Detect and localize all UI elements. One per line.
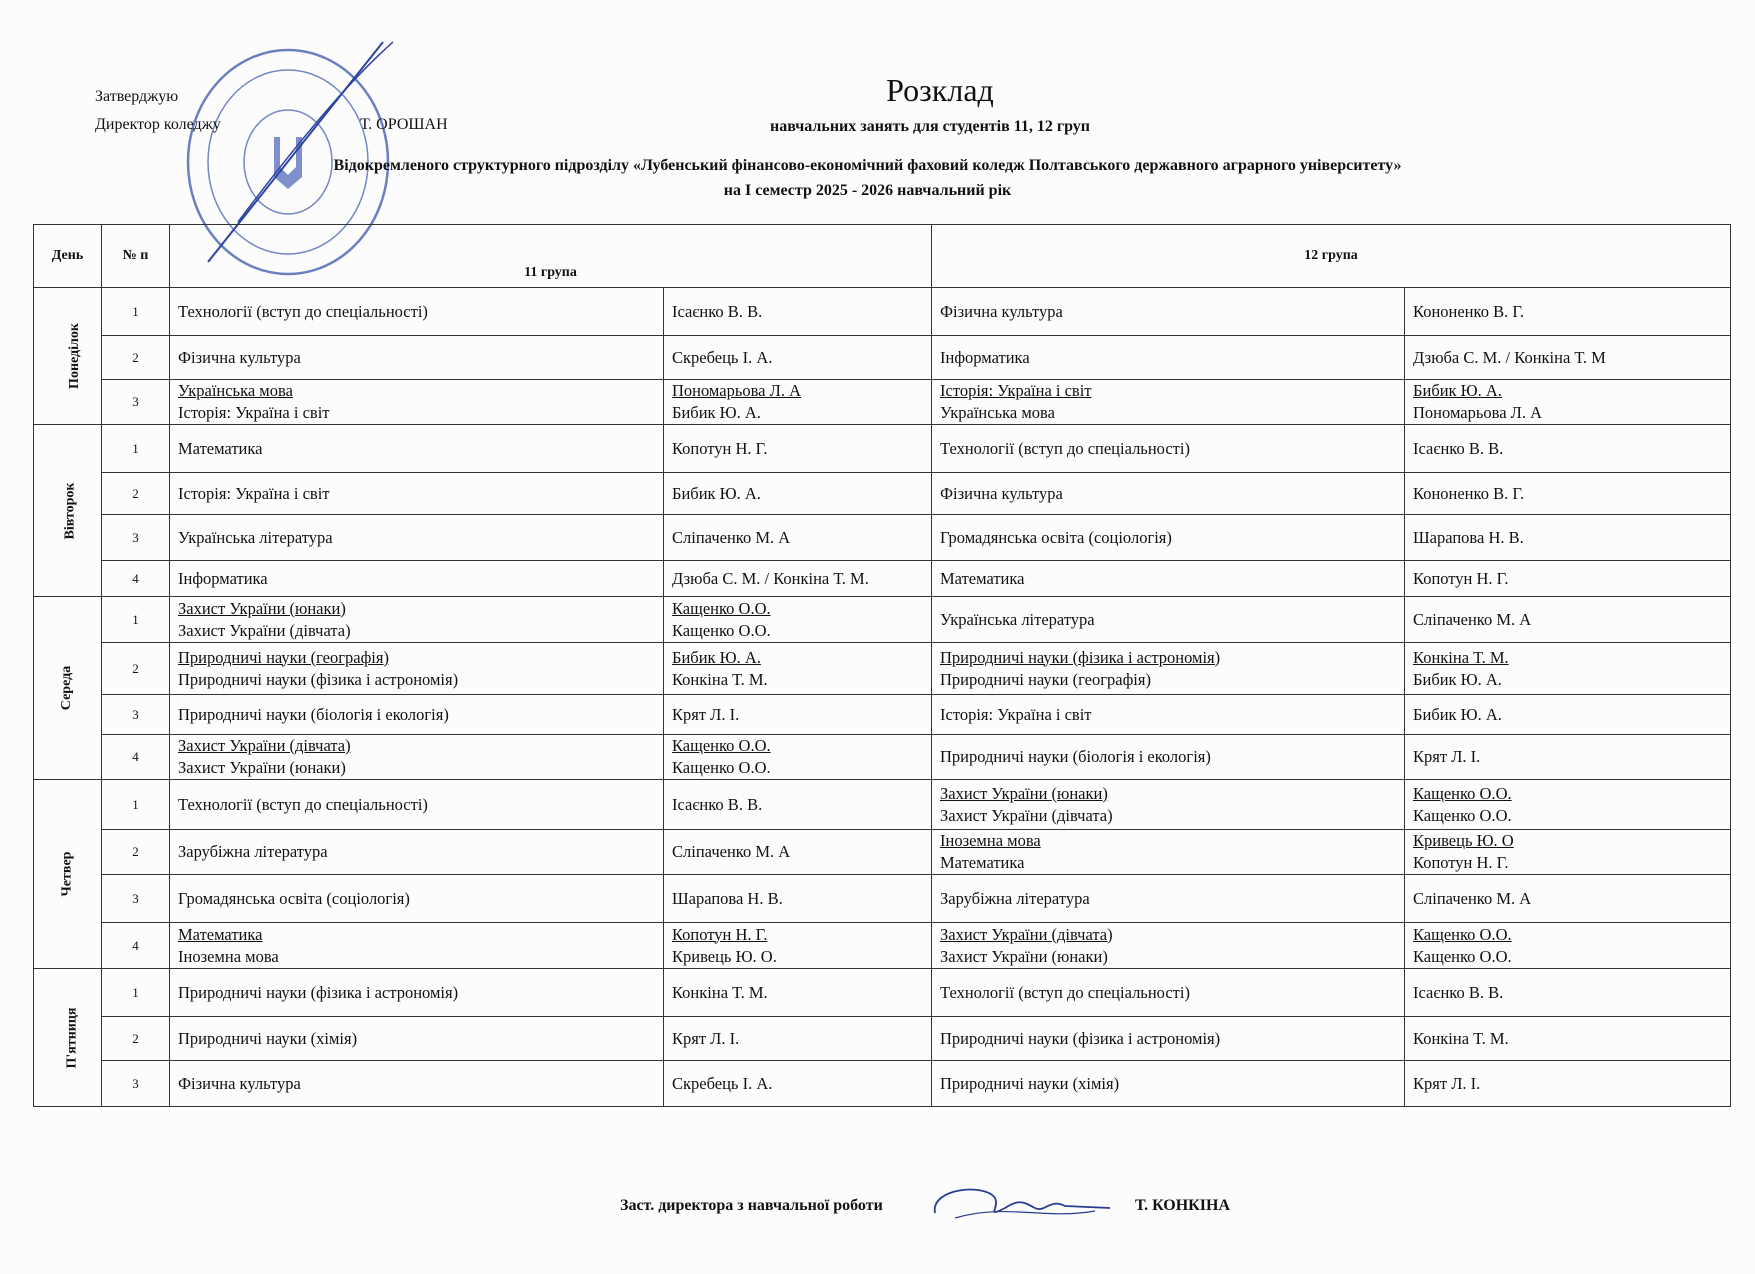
g12-teach-cell — [1405, 875, 1731, 923]
subject-name: Природничі науки (географія) — [940, 669, 1151, 689]
g12-subj-cell — [932, 643, 1405, 695]
col-day: День — [34, 225, 102, 288]
table-row — [34, 969, 1731, 1017]
teacher-name: Ісаєнко В. В. — [1413, 982, 1504, 1002]
subject-name: Природничі науки (хімія) — [178, 1028, 358, 1048]
subject-name: Захист України (юнаки) — [940, 946, 1108, 966]
header-row — [34, 225, 1731, 288]
subject-name: Захист України (дівчата) — [178, 620, 351, 640]
table-row — [34, 643, 1731, 695]
teacher-name: Пономарьова Л. А — [672, 381, 801, 400]
g11-teach-cell — [664, 1017, 932, 1061]
g12-subj-cell — [932, 695, 1405, 735]
g11-teach-cell — [664, 1061, 932, 1107]
day-cell — [34, 597, 102, 780]
g11-subj-cell — [170, 643, 664, 695]
teacher-name: Сліпаченко М. А — [1413, 888, 1532, 908]
teacher-name: Дзюба С. М. / Конкіна Т. М. — [672, 568, 869, 588]
subject-name: Математика — [940, 568, 1025, 588]
institution-name: Відокремленого структурного підрозділу «Лубенський фінансово-економічний фаховий коледж Полтавського державного аграрного університету» — [333, 157, 1402, 174]
g12-subj-cell — [932, 780, 1405, 830]
teacher-name: Шарапова Н. В. — [1413, 527, 1524, 547]
g12-subj-cell — [932, 830, 1405, 875]
g11-subj-cell — [170, 473, 664, 515]
lesson-number: 3 — [102, 380, 170, 425]
teacher-name: Кащенко О.О. — [1413, 924, 1512, 944]
table-row — [34, 597, 1731, 643]
lesson-number: 1 — [102, 425, 170, 473]
g11-teach-cell — [664, 643, 932, 695]
lesson-number: 2 — [102, 473, 170, 515]
subject-name: Іноземна мова — [940, 831, 1041, 850]
teacher-name: Сліпаченко М. А — [672, 842, 791, 861]
subject-name: Інформатика — [940, 347, 1030, 367]
g12-teach-cell — [1405, 780, 1731, 830]
g11-teach-cell — [664, 597, 932, 643]
g12-subj-cell — [932, 1061, 1405, 1107]
g11-subj-cell — [170, 780, 664, 830]
g11-teach-cell — [664, 780, 932, 830]
teacher-name: Конкіна Т. М. — [1413, 647, 1509, 667]
g12-subj-cell — [932, 1017, 1405, 1061]
g11-teach-cell — [664, 923, 932, 969]
g12-subj-cell — [932, 969, 1405, 1017]
g11-subj-cell — [170, 969, 664, 1017]
table-row — [34, 875, 1731, 923]
subject-name: Захист України (юнаки) — [178, 598, 346, 618]
teacher-name: Копотун Н. Г. — [672, 438, 768, 458]
subject-name: Українська мова — [940, 403, 1055, 422]
teacher-name: Бибик Ю. А. — [672, 403, 761, 422]
subject-name: Фізична культура — [940, 483, 1063, 503]
subject-name: Природничі науки (географія) — [178, 647, 389, 667]
g12-teach-cell — [1405, 380, 1731, 425]
subject-name: Природничі науки (хімія) — [940, 1073, 1120, 1093]
page-subtitle: навчальних занять для студентів 11, 12 груп — [769, 118, 1091, 135]
subject-name: Технології (вступ до спеціальності) — [940, 982, 1190, 1002]
g12-subj-cell — [932, 380, 1405, 425]
teacher-name: Бибик Ю. А. — [672, 483, 761, 503]
teacher-name: Кащенко О.О. — [672, 598, 771, 618]
lesson-number: 3 — [102, 515, 170, 561]
teacher-name: Кононенко В. Г. — [1413, 483, 1525, 503]
subject-name: Технології (вступ до спеціальності) — [178, 794, 428, 814]
subject-name: Технології (вступ до спеціальності) — [178, 301, 428, 321]
lesson-number: 4 — [102, 923, 170, 969]
g12-teach-cell — [1405, 425, 1731, 473]
subject-name: Зарубіжна література — [178, 842, 328, 861]
subject-name: Історія: Україна і світ — [178, 403, 330, 422]
teacher-name: Дзюба С. М. / Конкіна Т. М — [1413, 347, 1606, 367]
g12-teach-cell — [1405, 643, 1731, 695]
subject-name: Природничі науки (біологія і екологія) — [940, 747, 1211, 766]
g11-subj-cell — [170, 515, 664, 561]
teacher-name: Бибик Ю. А. — [1413, 669, 1502, 689]
table-row — [34, 830, 1731, 875]
day-name: Понеділок — [66, 323, 82, 389]
g12-subj-cell — [932, 336, 1405, 380]
teacher-name: Кащенко О.О. — [672, 736, 771, 755]
g12-teach-cell — [1405, 830, 1731, 875]
day-cell — [34, 969, 102, 1107]
teacher-name: Крят Л. І. — [1413, 1073, 1481, 1093]
day-name: Вівторок — [62, 482, 78, 539]
g12-subj-cell — [932, 735, 1405, 780]
subject-name: Фізична культура — [178, 1073, 301, 1093]
table-row — [34, 380, 1731, 425]
g11-subj-cell — [170, 875, 664, 923]
subject-name: Захист України (юнаки) — [940, 783, 1108, 803]
teacher-name: Кащенко О.О. — [1413, 946, 1512, 966]
teacher-name: Бибик Ю. А. — [1413, 381, 1502, 400]
g11-subj-cell — [170, 830, 664, 875]
lesson-number: 2 — [102, 336, 170, 380]
subject-name: Математика — [940, 853, 1025, 872]
lesson-number: 2 — [102, 830, 170, 875]
g11-teach-cell — [664, 695, 932, 735]
teacher-name: Сліпаченко М. А — [1413, 609, 1532, 629]
lesson-number: 1 — [102, 597, 170, 643]
lesson-number: 1 — [102, 288, 170, 336]
table-row — [34, 1061, 1731, 1107]
table-row — [34, 561, 1731, 597]
signer-role: Заст. директора з навчальної роботи — [620, 1197, 883, 1214]
subject-name: Захист України (юнаки) — [178, 758, 346, 777]
teacher-name: Скребець І. А. — [672, 1073, 773, 1093]
g11-teach-cell — [664, 830, 932, 875]
subject-name: Природничі науки (біологія і екологія) — [178, 704, 449, 724]
col-num: № п — [102, 225, 170, 288]
lesson-number: 4 — [102, 561, 170, 597]
g11-teach-cell — [664, 425, 932, 473]
subject-name: Українська мова — [178, 381, 293, 400]
lesson-number: 3 — [102, 695, 170, 735]
lesson-number: 2 — [102, 643, 170, 695]
g11-subj-cell — [170, 923, 664, 969]
table-row — [34, 288, 1731, 336]
subject-name: Природничі науки (фізика і астрономія) — [940, 1028, 1221, 1048]
g12-teach-cell — [1405, 1017, 1731, 1061]
teacher-name: Крят Л. І. — [1413, 747, 1481, 766]
g12-subj-cell — [932, 875, 1405, 923]
teacher-name: Крят Л. І. — [672, 1028, 740, 1048]
teacher-name: Копотун Н. Г. — [672, 924, 768, 944]
teacher-name: Крят Л. І. — [672, 704, 740, 724]
teacher-name: Скребець І. А. — [672, 347, 773, 367]
subject-name: Інформатика — [178, 568, 268, 588]
g11-subj-cell — [170, 1061, 664, 1107]
g11-teach-cell — [664, 735, 932, 780]
subject-name: Іноземна мова — [178, 946, 279, 966]
teacher-name: Кащенко О.О. — [1413, 805, 1512, 825]
semester-line: на І семестр 2025 - 2026 навчальний рік — [723, 182, 1012, 199]
table-row — [34, 923, 1731, 969]
g12-teach-cell — [1405, 695, 1731, 735]
table-row — [34, 425, 1731, 473]
subject-name: Математика — [178, 438, 263, 458]
day-cell — [34, 425, 102, 597]
table-row — [34, 336, 1731, 380]
teacher-name: Ісаєнко В. В. — [672, 301, 763, 321]
subject-name: Природничі науки (фізика і астрономія) — [178, 982, 459, 1002]
g12-teach-cell — [1405, 735, 1731, 780]
col-group-11: 11 група — [170, 225, 932, 288]
teacher-name: Бибик Ю. А. — [672, 647, 761, 667]
g11-teach-cell — [664, 336, 932, 380]
g12-teach-cell — [1405, 561, 1731, 597]
table-row — [34, 1017, 1731, 1061]
g11-subj-cell — [170, 1017, 664, 1061]
g12-teach-cell — [1405, 336, 1731, 380]
lesson-number: 2 — [102, 1017, 170, 1061]
day-name: Середа — [59, 665, 75, 711]
teacher-name: Пономарьова Л. А — [1413, 403, 1543, 422]
g11-teach-cell — [664, 561, 932, 597]
g11-subj-cell — [170, 336, 664, 380]
g11-subj-cell — [170, 380, 664, 425]
g11-teach-cell — [664, 473, 932, 515]
g12-teach-cell — [1405, 473, 1731, 515]
subject-name: Історія: Україна і світ — [178, 483, 330, 503]
table-row — [34, 473, 1731, 515]
g12-teach-cell — [1405, 597, 1731, 643]
g12-subj-cell — [932, 561, 1405, 597]
director-role: Директор коледжу — [95, 116, 221, 133]
teacher-name: Кащенко О.О. — [672, 758, 771, 777]
g12-subj-cell — [932, 288, 1405, 336]
g12-subj-cell — [932, 923, 1405, 969]
subject-name: Природничі науки (фізика і астрономія) — [178, 669, 459, 689]
g11-teach-cell — [664, 380, 932, 425]
signer-name: Т. КОНКІНА — [1135, 1197, 1230, 1214]
g12-subj-cell — [932, 425, 1405, 473]
g12-subj-cell — [932, 473, 1405, 515]
g11-subj-cell — [170, 425, 664, 473]
subject-name: Захист України (дівчата) — [178, 736, 351, 755]
day-cell — [34, 288, 102, 425]
teacher-name: Кривець Ю. О. — [672, 946, 777, 966]
subject-name: Фізична культура — [940, 301, 1063, 321]
subject-name: Українська література — [178, 527, 333, 547]
col-group-12: 12 група — [932, 225, 1731, 288]
schedule-table — [33, 224, 1731, 1107]
teacher-name: Бибик Ю. А. — [1413, 704, 1502, 724]
day-name: Четвер — [59, 851, 75, 897]
g11-subj-cell — [170, 597, 664, 643]
teacher-name: Конкіна Т. М. — [1413, 1028, 1509, 1048]
subject-name: Фізична культура — [178, 347, 301, 367]
subject-name: Історія: Україна і світ — [940, 704, 1092, 724]
g11-subj-cell — [170, 735, 664, 780]
subject-name: Захист України (дівчата) — [940, 805, 1113, 825]
g11-subj-cell — [170, 288, 664, 336]
subject-name: Історія: Україна і світ — [940, 381, 1092, 400]
table-row — [34, 515, 1731, 561]
teacher-name: Копотун Н. Г. — [1413, 568, 1509, 588]
teacher-name: Шарапова Н. В. — [672, 888, 783, 908]
g11-subj-cell — [170, 695, 664, 735]
table-row — [34, 695, 1731, 735]
g12-teach-cell — [1405, 969, 1731, 1017]
table-row — [34, 735, 1731, 780]
teacher-name: Конкіна Т. М. — [672, 982, 768, 1002]
lesson-number: 4 — [102, 735, 170, 780]
approve-label: Затверджую — [95, 88, 179, 105]
subject-name: Математика — [178, 924, 263, 944]
g11-teach-cell — [664, 288, 932, 336]
day-cell — [34, 780, 102, 969]
teacher-name: Кащенко О.О. — [1413, 783, 1512, 803]
subject-name: Українська література — [940, 609, 1095, 629]
signature-image — [925, 1178, 1115, 1228]
subject-name: Громадянська освіта (соціологія) — [940, 527, 1172, 547]
lesson-number: 1 — [102, 969, 170, 1017]
day-name: П'ятниця — [64, 1006, 80, 1069]
lesson-number: 3 — [102, 1061, 170, 1107]
g12-teach-cell — [1405, 288, 1731, 336]
g12-subj-cell — [932, 515, 1405, 561]
director-name: Т. ОРОШАН — [360, 116, 448, 133]
teacher-name: Кононенко В. Г. — [1413, 301, 1525, 321]
g11-teach-cell — [664, 969, 932, 1017]
teacher-name: Сліпаченко М. А — [672, 527, 791, 547]
subject-name: Захист України (дівчата) — [940, 924, 1113, 944]
subject-name: Громадянська освіта (соціологія) — [178, 888, 410, 908]
g11-teach-cell — [664, 515, 932, 561]
subject-name: Природничі науки (фізика і астрономія) — [940, 647, 1221, 667]
teacher-name: Ісаєнко В. В. — [672, 794, 763, 814]
lesson-number: 3 — [102, 875, 170, 923]
table-row — [34, 780, 1731, 830]
g11-teach-cell — [664, 875, 932, 923]
teacher-name: Ісаєнко В. В. — [1413, 438, 1504, 458]
g12-subj-cell — [932, 597, 1405, 643]
lesson-number: 1 — [102, 780, 170, 830]
teacher-name: Кривець Ю. О — [1413, 831, 1514, 850]
g12-teach-cell — [1405, 923, 1731, 969]
teacher-name: Копотун Н. Г. — [1413, 853, 1509, 872]
page-title: Розклад — [886, 72, 994, 108]
g12-teach-cell — [1405, 1061, 1731, 1107]
subject-name: Технології (вступ до спеціальності) — [940, 438, 1190, 458]
teacher-name: Конкіна Т. М. — [672, 669, 768, 689]
subject-name: Зарубіжна література — [940, 888, 1090, 908]
g11-subj-cell — [170, 561, 664, 597]
teacher-name: Кащенко О.О. — [672, 620, 771, 640]
g12-teach-cell — [1405, 515, 1731, 561]
